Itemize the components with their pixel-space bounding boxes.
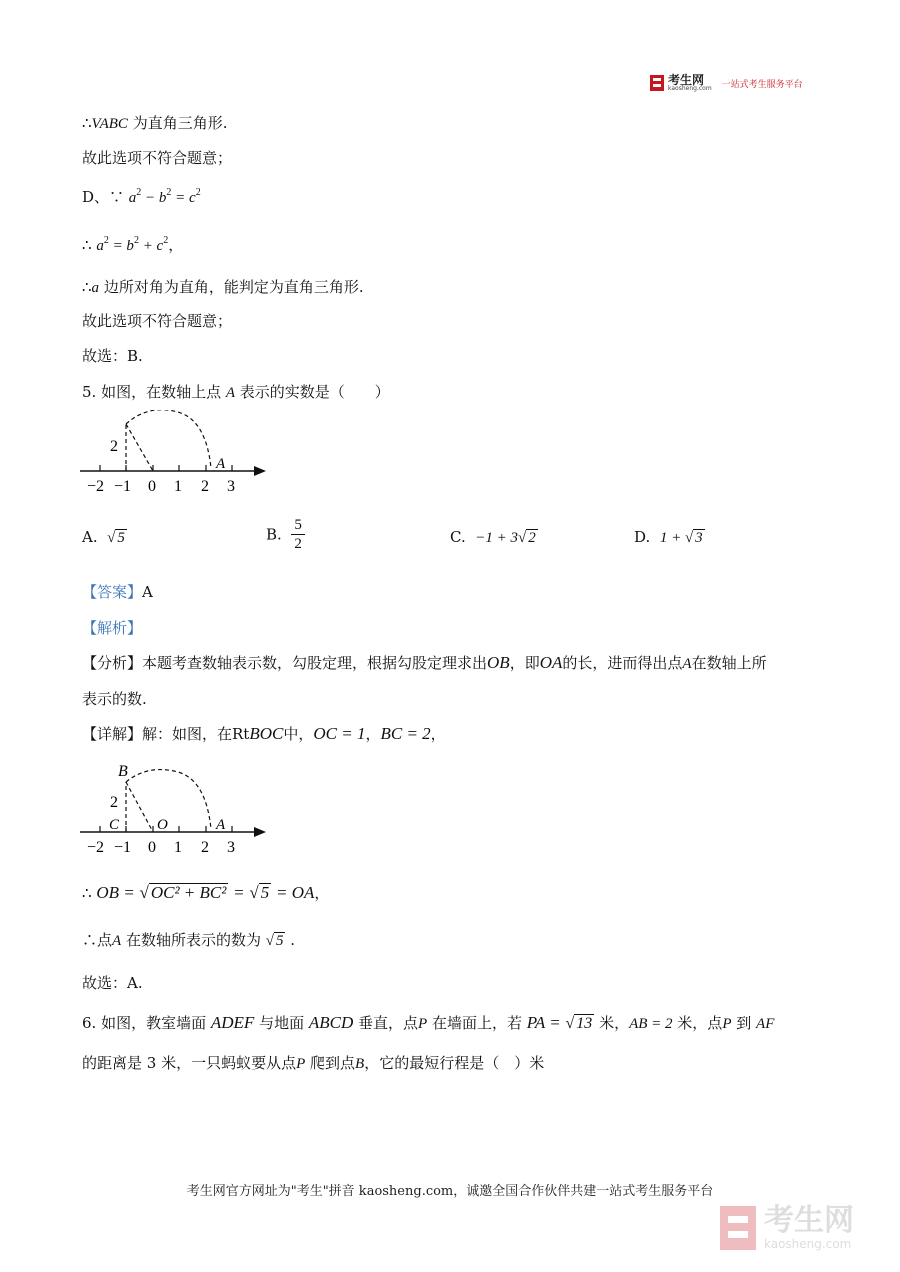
option-c: C. −1 + 3√ 2 bbox=[450, 528, 536, 546]
line-choose-b: 故选：B. bbox=[82, 347, 143, 365]
height-label: 2 bbox=[110, 438, 118, 455]
number-line-figure-2 bbox=[78, 760, 273, 860]
line-not-match-1: 故此选项不符合题意； bbox=[82, 149, 233, 167]
tick-label: −2 bbox=[87, 839, 105, 856]
q6-stem-line-2: 的距离是 3 米，一只蚂蚁要从点P 爬到点B，它的最短行程是（ ）米 bbox=[82, 1054, 545, 1072]
tick-label: 3 bbox=[227, 839, 235, 856]
height-label: 2 bbox=[110, 794, 118, 811]
equation-line: ∴ OB = √ OC² + BC² = √ 5 = OA， bbox=[82, 883, 330, 902]
tick-label: 1 bbox=[174, 478, 182, 495]
watermark-name: 考生网 bbox=[764, 1203, 854, 1238]
watermark-domain: kaosheng.com bbox=[764, 1237, 852, 1251]
detail-line-1: 【详解】解：如图，在RtBOC中，OC = 1，BC = 2， bbox=[82, 724, 446, 743]
point-c-label: C bbox=[109, 817, 120, 833]
analysis-line-2: 表示的数. bbox=[82, 690, 147, 708]
analysis-line-1: 【分析】本题考查数轴表示数，勾股定理，根据勾股定理求出OB，即OA的长，进而得出点A在数轴上所 bbox=[82, 653, 767, 672]
answer-line: 【答案】A bbox=[82, 583, 153, 601]
logo-slogan: 一站式考生服务平台 bbox=[721, 79, 803, 90]
page-footer: 考生网官方网址为"考生"拼音 kaosheng.com，诚邀全国合作伙伴共建一站式考生服务平台 bbox=[186, 1184, 714, 1199]
analysis-tag: 【解析】 bbox=[82, 619, 143, 637]
conclusion-line: ∴点A 在数轴所表示的数为 √ 5 . bbox=[82, 931, 296, 949]
logo-name: 考生网 bbox=[668, 73, 705, 87]
kaosheng-logo-icon bbox=[650, 75, 664, 91]
watermark-logo-icon bbox=[720, 1206, 756, 1250]
line-triangle-conclusion: ∴VABC 为直角三角形. bbox=[82, 114, 228, 132]
point-a-label: A bbox=[216, 817, 226, 833]
logo-domain: kaosheng.com bbox=[668, 85, 712, 92]
option-b: B. $\frac{5}{2}$ bbox=[266, 516, 305, 553]
tick-label: 2 bbox=[201, 478, 209, 495]
q6-stem-line-1: 6. 如图，教室墙面 ADEF 与地面 ABCD 垂直，点P 在墙面上，若 PA = √ 13 米，AB = 2 米，点P 到 AF bbox=[82, 1013, 775, 1032]
tick-label: 0 bbox=[148, 839, 156, 856]
number-line-figure-1 bbox=[78, 410, 273, 495]
tick-label: −2 bbox=[87, 478, 105, 495]
point-b-label: B bbox=[118, 763, 128, 780]
line-not-match-2: 故此选项不符合题意； bbox=[82, 312, 233, 330]
line-right-angle: ∴a 边所对角为直角，能判定为直角三角形. bbox=[82, 278, 364, 296]
q5-stem: 5. 如图，在数轴上点 A 表示的实数是（ ） bbox=[82, 383, 390, 401]
choose-a-line: 故选：A. bbox=[82, 974, 143, 992]
line-option-d-therefore: ∴ $a^2 = b^2 + c^2$， bbox=[82, 235, 184, 254]
option-a: A. √ 5 bbox=[82, 528, 125, 546]
tick-label: 3 bbox=[227, 478, 235, 495]
option-d: D. 1 + √ 3 bbox=[634, 528, 703, 546]
header-logo bbox=[650, 74, 803, 92]
tick-label: 0 bbox=[148, 478, 156, 495]
tick-label: 1 bbox=[174, 839, 182, 856]
point-o-label: O bbox=[157, 817, 168, 833]
line-option-d: D、∵ $a^2 - b^2 = c^2$ bbox=[82, 187, 201, 206]
watermark bbox=[720, 1205, 854, 1251]
tick-label: 2 bbox=[201, 839, 209, 856]
point-a-label: A bbox=[216, 456, 226, 472]
tick-label: −1 bbox=[114, 478, 132, 495]
tick-label: −1 bbox=[114, 839, 132, 856]
